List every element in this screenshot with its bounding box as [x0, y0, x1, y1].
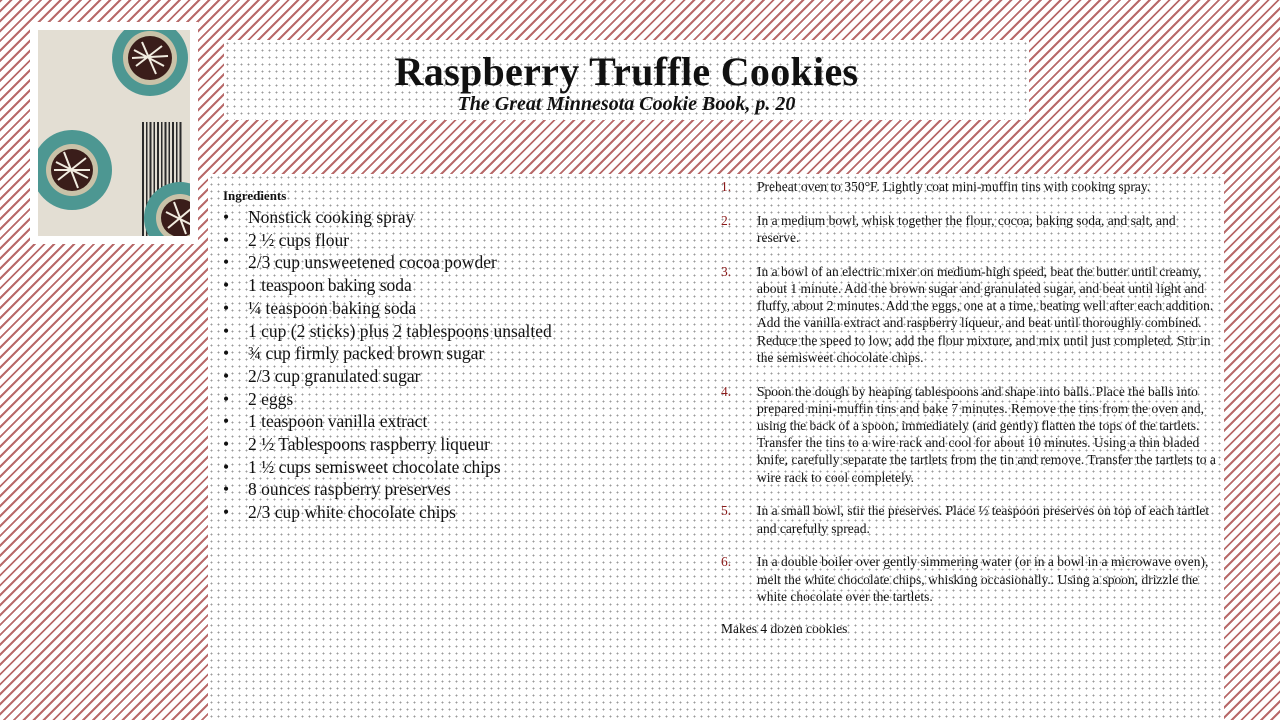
- recipe-yield: Makes 4 dozen cookies: [721, 620, 848, 636]
- ingredient-item: • 2 ½ Tablespoons raspberry liqueur: [223, 433, 693, 456]
- ingredient-item: • Nonstick cooking spray: [223, 206, 693, 229]
- step-text: In a small bowl, stir the preserves. Place ½ teaspoon preserves on top of each tartlet and carefully spread.: [757, 503, 1210, 536]
- instruction-step: [721, 553, 1219, 605]
- ingredient-item: • 2/3 cup unsweetened cocoa powder: [223, 251, 693, 274]
- step-number: 5.: [721, 503, 732, 519]
- ingredient-item: • ¾ cup firmly packed brown sugar: [223, 342, 693, 365]
- instruction-step: [721, 502, 1219, 536]
- ingredient-item: • 1 teaspoon baking soda: [223, 274, 693, 297]
- ingredient-item: • 8 ounces raspberry preserves: [223, 478, 693, 501]
- ingredient-item: • 2/3 cup white chocolate chips: [223, 501, 693, 524]
- ingredient-item: • 1 ½ cups semisweet chocolate chips: [223, 456, 693, 479]
- ingredient-item: • 2 ½ cups flour: [223, 229, 693, 252]
- step-number: 4.: [721, 383, 732, 399]
- step-text: In a bowl of an electric mixer on medium-high speed, beat the butter until creamy, about 1 minute. Add the brown sugar and granulated sugar, and beat until light and fluffy, about 2 minutes. Add the eggs, one at a time, beating well after each addition. Add the vanilla extract and raspberry liqueur, and beat until thoroughly combined. Reduce the speed to low, add the flour mixture, and mix until just completed. Stir in the semisweet chocolate chips.: [757, 263, 1214, 365]
- title-box: [224, 40, 1029, 120]
- ingredient-item: • 2 eggs: [223, 388, 693, 411]
- recipe-source: The Great Minnesota Cookie Book, p. 20: [457, 93, 796, 115]
- ingredients-heading: Ingredients: [223, 188, 287, 203]
- instructions-section: [721, 178, 1219, 637]
- step-text: Preheat oven to 350°F. Lightly coat mini-muffin tins with cooking spray.: [757, 179, 1151, 194]
- step-number: 1.: [721, 179, 732, 194]
- step-text: In a double boiler over gently simmering water (or in a bowl in a microwave oven), melt the white chocolate chips, whisking occasionally.. Using a spoon, drizzle the white chocolate over the tartlets.: [757, 554, 1209, 604]
- instruction-step: [721, 178, 1219, 195]
- ingredient-item: • 2/3 cup granulated sugar: [223, 365, 693, 388]
- instruction-step: [721, 383, 1219, 486]
- ingredients-section: [223, 186, 693, 524]
- step-text: Spoon the dough by heaping tablespoons and shape into balls. Place the balls into prepared mini-muffin tins and bake 7 minutes. Remove the tins from the oven and, using the back of a spoon, immediately (and gently) flatten the tops of the tartlets. Transfer the tins to a wire rack and cool for about 10 minutes. Using a thin bladed knife, carefully separate the tartlets from the tin and remove. Transfer the tartlets to a wire rack to cool completely.: [757, 383, 1216, 485]
- step-number: 6.: [721, 554, 732, 570]
- step-number: 3.: [721, 263, 732, 279]
- ingredient-item: • 1 cup (2 sticks) plus 2 tablespoons unsalted: [223, 320, 693, 343]
- cookie-photo-frame: [30, 22, 198, 244]
- ingredients-list: [223, 206, 693, 524]
- ingredient-item: • 1 teaspoon vanilla extract: [223, 410, 693, 433]
- step-number: 2.: [721, 212, 732, 228]
- step-text: In a medium bowl, whisk together the flour, cocoa, baking soda, and salt, and reserve.: [757, 212, 1176, 245]
- ingredient-item: • ¼ teaspoon baking soda: [223, 297, 693, 320]
- instruction-step: [721, 212, 1219, 246]
- recipe-content: [208, 174, 1224, 720]
- instructions-list: [721, 178, 1219, 605]
- cookie-photo: [38, 30, 190, 236]
- recipe-title: Raspberry Truffle Cookies: [394, 49, 859, 94]
- instruction-step: [721, 263, 1219, 366]
